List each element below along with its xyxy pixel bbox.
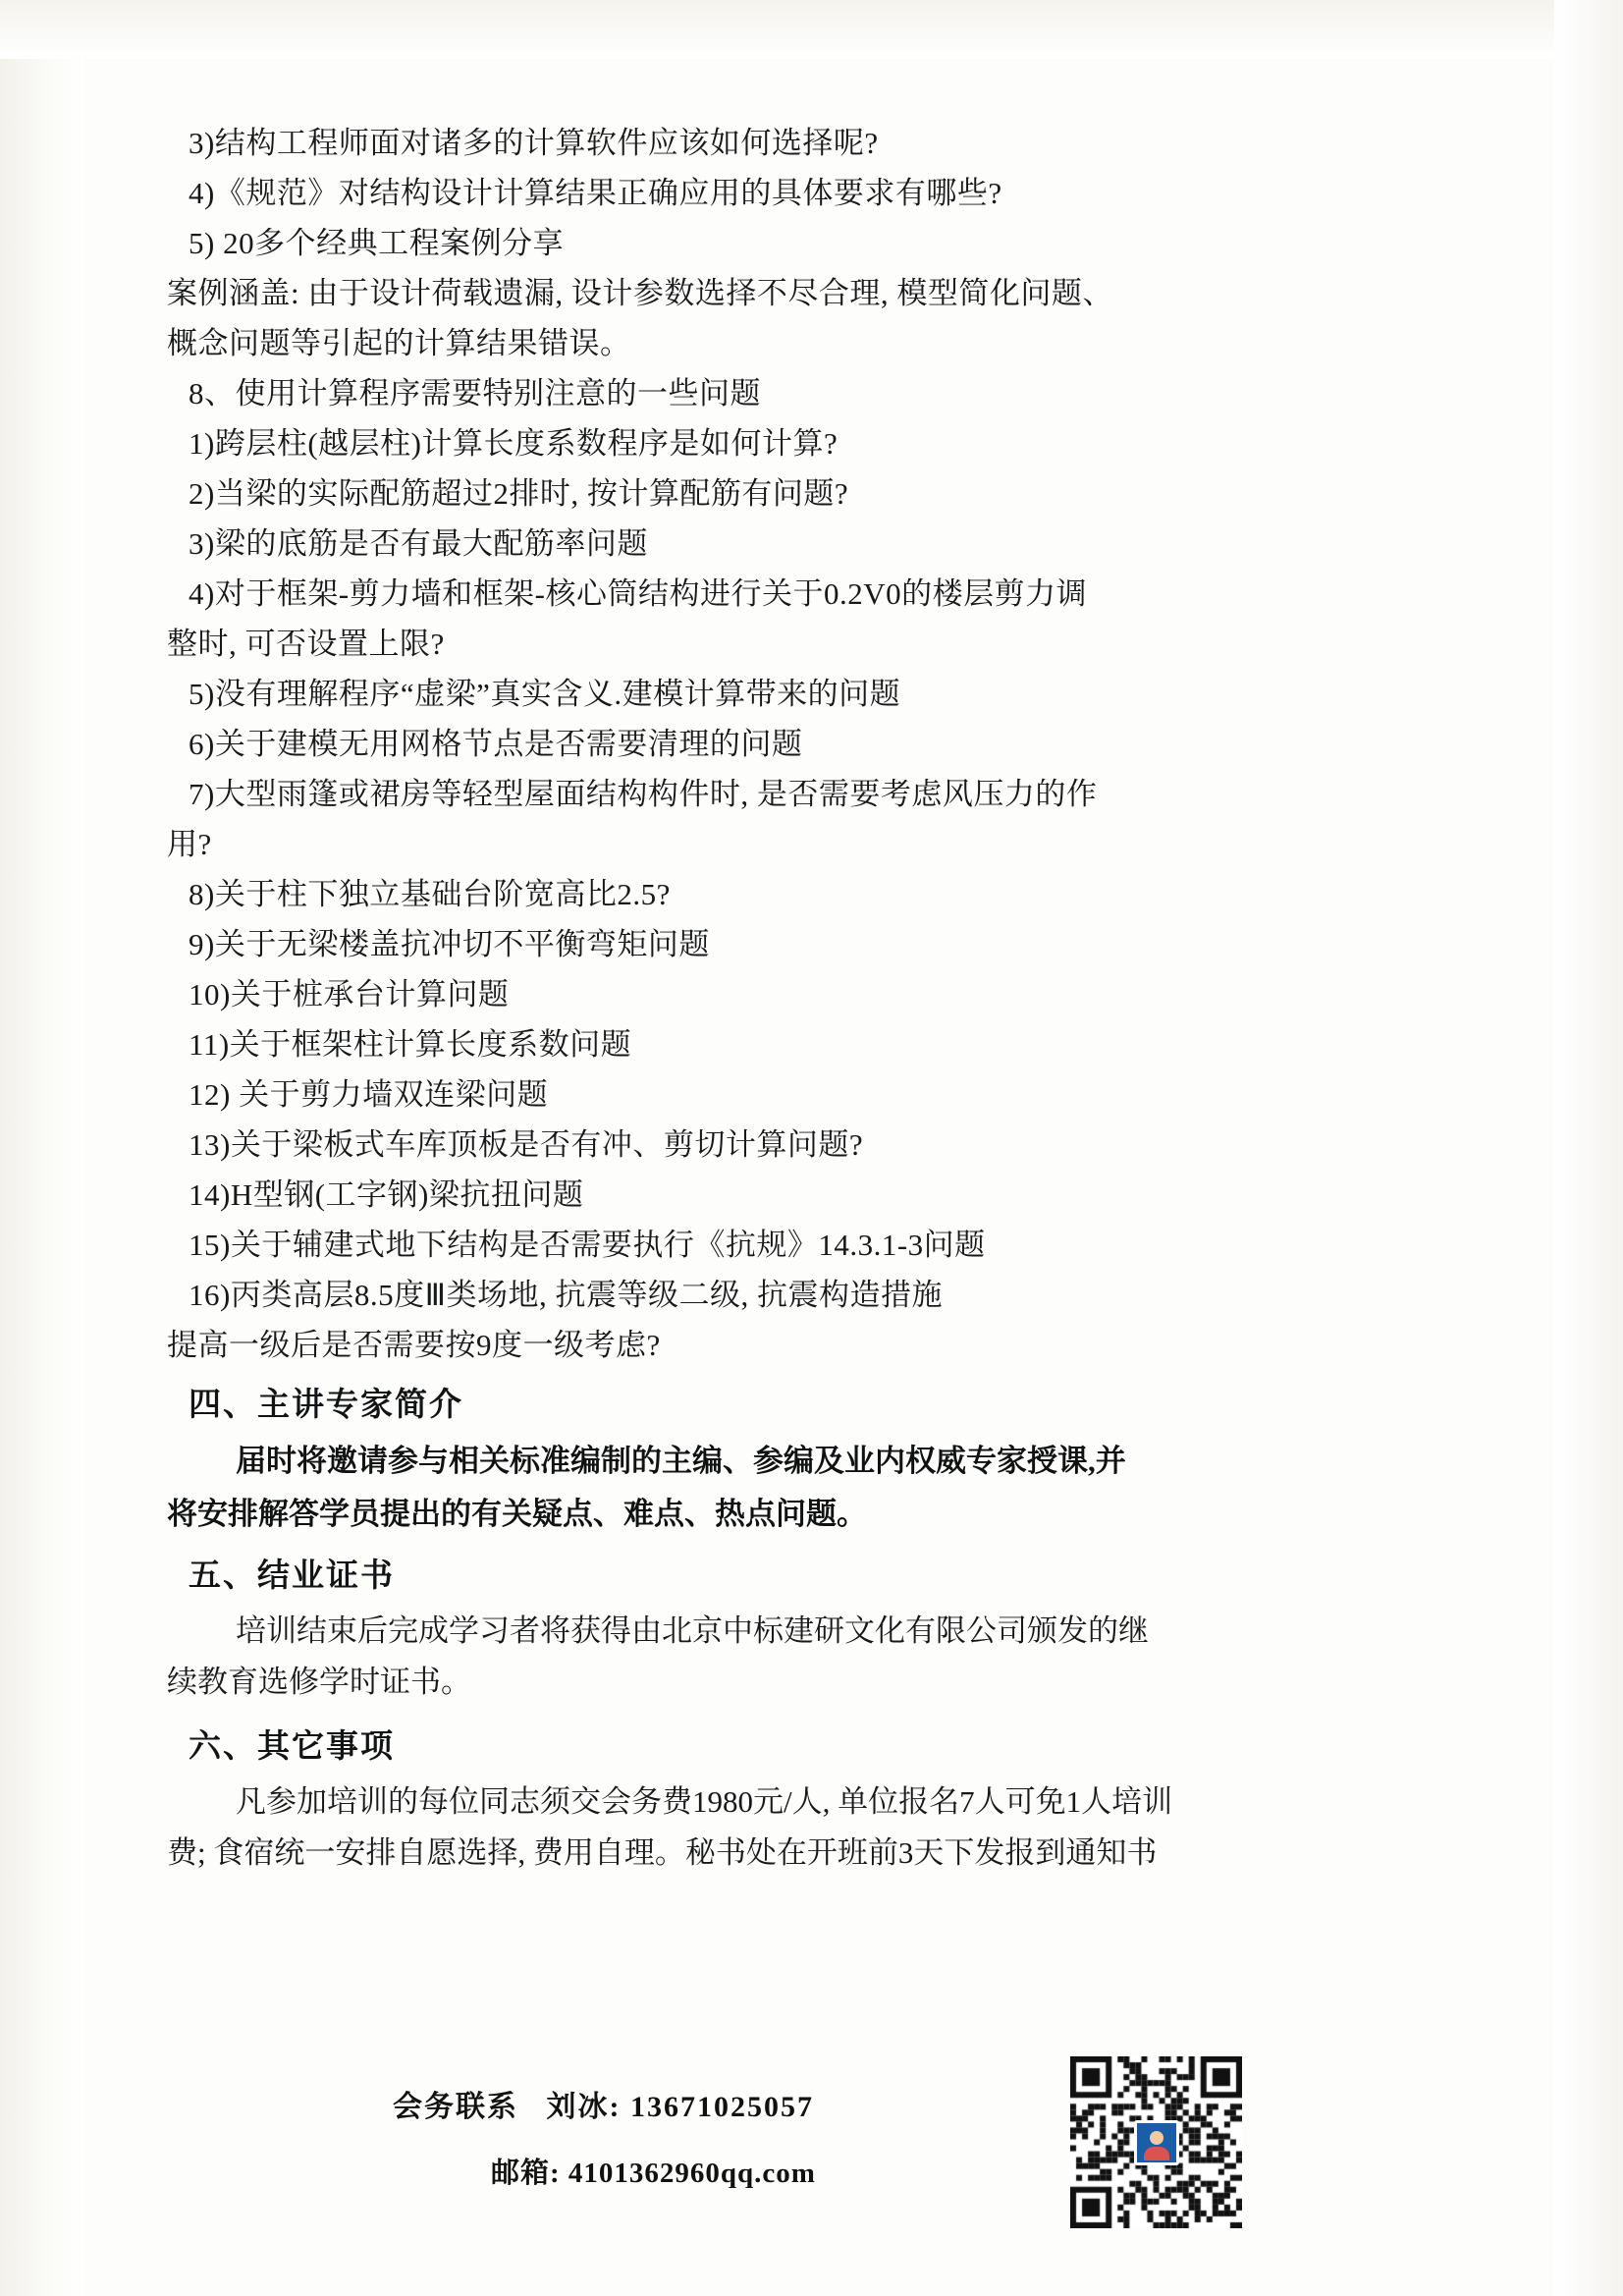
- document-content: [167, 118, 1453, 1879]
- body-line: 案例涵盖: 由于设计荷载遗漏, 设计参数选择不尽合理, 模型简化问题、: [167, 276, 1113, 310]
- body-line: 3)梁的底筋是否有最大配筋率问题: [189, 526, 648, 561]
- body-line: 1)跨层柱(越层柱)计算长度系数程序是如何计算?: [189, 426, 839, 461]
- body-line: 2)当梁的实际配筋超过2排时, 按计算配筋有问题?: [189, 476, 849, 511]
- footer-contact-block: [393, 2082, 1041, 2191]
- body-line: 8)关于柱下独立基础台阶宽高比2.5?: [189, 877, 671, 911]
- section-heading-four: 四、主讲专家简介: [189, 1388, 463, 1423]
- body-line: 提高一级后是否需要按9度一级考虑?: [167, 1328, 661, 1362]
- section-four-paragraph-line1: 届时将邀请参与相关标准编制的主编、参编及业内权威专家授课,并: [236, 1444, 1126, 1478]
- body-line: 10)关于桩承台计算问题: [189, 977, 510, 1011]
- document-footer: [0, 2056, 1623, 2253]
- body-line: 5)没有理解程序“虚梁”真实含义.建模计算带来的问题: [189, 677, 901, 711]
- body-line: 用?: [167, 827, 212, 861]
- scan-edge-left: [0, 0, 84, 2296]
- body-line: 4)《规范》对结构设计计算结果正确应用的具体要求有哪些?: [189, 176, 1002, 210]
- body-line: 9)关于无梁楼盖抗冲切不平衡弯矩问题: [189, 927, 710, 961]
- body-line: 13)关于梁板式车库顶板是否有冲、剪切计算问题?: [189, 1127, 864, 1162]
- body-line: 6)关于建模无用网格节点是否需要清理的问题: [189, 727, 803, 761]
- scan-edge-right: [1554, 0, 1623, 2296]
- footer-contact-line: 会务联系 刘冰: 13671025057: [393, 2091, 814, 2123]
- body-line: 5) 20多个经典工程案例分享: [189, 226, 565, 260]
- body-line: 11)关于框架柱计算长度系数问题: [189, 1027, 632, 1062]
- body-line: 14)H型钢(工字钢)梁抗扭问题: [189, 1177, 584, 1212]
- scan-edge-top: [0, 0, 1623, 59]
- section-six-paragraph-line2: 费; 食宿统一安排自愿选择, 费用自理。秘书处在开班前3天下发报到通知书: [167, 1835, 1158, 1870]
- section-five-paragraph-line2: 续教育选修学时证书。: [167, 1665, 471, 1699]
- body-line: 8、使用计算程序需要特别注意的一些问题: [189, 376, 761, 410]
- body-line: 概念问题等引起的计算结果错误。: [167, 326, 631, 360]
- footer-email-line: 邮箱: 4101362960qq.com: [491, 2158, 816, 2189]
- section-heading-five: 五、结业证书: [189, 1558, 395, 1594]
- section-six-paragraph-line1: 凡参加培训的每位同志须交会务费1980元/人, 单位报名7人可免1人培训: [236, 1784, 1173, 1819]
- body-line: 整时, 可否设置上限?: [167, 627, 445, 661]
- body-line: 4)对于框架-剪力墙和框架-核心筒结构进行关于0.2V0的楼层剪力调: [189, 576, 1088, 611]
- qr-avatar-overlay: [1134, 2120, 1179, 2165]
- body-line: 7)大型雨篷或裙房等轻型屋面结构构件时, 是否需要考虑风压力的作: [189, 777, 1098, 811]
- body-line: 3)结构工程师面对诸多的计算软件应该如何选择呢?: [189, 126, 879, 160]
- qr-code-image: [1070, 2056, 1242, 2228]
- section-five-paragraph-line1: 培训结束后完成学习者将获得由北京中标建研文化有限公司颁发的继: [236, 1613, 1149, 1648]
- section-four-paragraph-line2: 将安排解答学员提出的有关疑点、难点、热点问题。: [167, 1497, 867, 1531]
- body-line: 12) 关于剪力墙双连梁问题: [189, 1077, 549, 1112]
- qr-code-icon: [1070, 2056, 1252, 2238]
- body-line: 16)丙类高层8.5度Ⅲ类场地, 抗震等级二级, 抗震构造措施: [189, 1278, 943, 1312]
- section-heading-six: 六、其它事项: [189, 1729, 395, 1765]
- body-line: 15)关于辅建式地下结构是否需要执行《抗规》14.3.1-3问题: [189, 1228, 986, 1262]
- spacer: [167, 1708, 1453, 1718]
